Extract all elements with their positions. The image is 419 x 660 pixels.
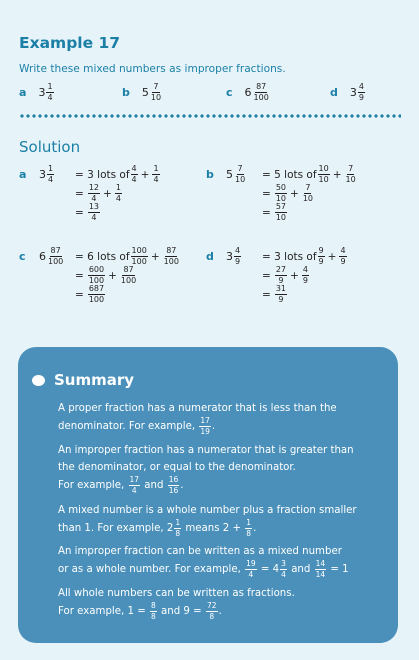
denominator: 4 [91,213,97,222]
fraction [302,266,309,285]
fraction [280,560,287,578]
mixed-number [142,83,163,102]
solution-c [19,247,181,304]
solution-heading: Solution [19,138,81,156]
denominator: 10 [275,194,286,203]
denominator: 9 [340,257,346,266]
solution-d [206,247,348,304]
denominator: 9 [358,93,364,102]
fraction [152,165,159,184]
fraction [275,184,287,203]
numerator: 87 [166,246,177,255]
mixed-number [350,83,366,102]
text: or as a whole number. For example, [58,564,241,575]
text-line: An improper fraction has a numerator that is greater than [58,445,354,456]
text: and [144,480,164,491]
text-line [58,602,388,620]
text: = 4 [260,564,280,575]
numerator: 31 [275,284,286,293]
fraction [131,165,138,184]
fraction [199,417,211,435]
mixed-number [39,247,75,266]
fraction [358,83,365,102]
whole-part: 3 [38,86,46,99]
numerator: 687 [88,284,105,293]
fraction [150,602,157,620]
fraction [47,165,54,184]
denominator: 4 [153,175,159,184]
equals: = [75,269,84,282]
whole-part: 5 [226,168,233,181]
fraction [88,266,105,285]
numerator: 1 [246,518,252,527]
text: = 1 [330,564,349,575]
numerator: 87 [256,82,267,91]
denominator: 9 [278,295,284,304]
denominator: 100 [163,257,179,266]
denominator: 9 [318,257,324,266]
numerator: 16 [168,475,179,484]
equals: = [75,206,84,219]
denominator: 10 [150,93,162,102]
solution-label: d [206,250,214,263]
step-text: = 3 lots of [262,250,317,263]
numerator: 4 [340,246,346,255]
numerator: 8 [151,601,156,610]
denominator: 100 [253,93,269,102]
denominator: 100 [120,276,137,285]
solution-step-2 [19,184,161,203]
fraction [275,285,287,304]
mixed-number [226,247,262,266]
question-a [19,83,55,102]
numerator: 1 [115,183,121,192]
numerator: 7 [305,183,311,192]
denominator: 14 [315,569,326,579]
fraction [120,266,137,285]
fraction [206,602,218,620]
denominator: 10 [302,194,313,203]
whole-part: 3 [349,86,357,99]
denominator: 4 [48,175,54,184]
equals: = [262,206,271,219]
numerator: 4 [235,246,241,255]
question-label: d [330,86,338,99]
fraction [131,247,148,266]
text-line [58,560,388,578]
fraction [163,247,180,266]
fraction [174,519,181,537]
fraction [318,165,330,184]
fraction [129,476,141,494]
denominator: 9 [278,276,284,285]
fraction [88,285,105,304]
mixed-number [226,165,262,184]
text: . [218,606,222,617]
solution-step-3 [19,203,161,222]
denominator: 9 [235,257,241,266]
operator: + [150,250,160,263]
text: denominator. For example, [58,421,196,432]
summary-title: Summary [54,371,135,389]
text-line [58,417,388,435]
denominator: 4 [131,485,137,495]
whole-part: 6 [244,86,252,99]
question-label: b [122,86,130,99]
numerator: 87 [123,265,134,274]
question-d [330,83,366,102]
operator: + [140,168,150,181]
fraction [88,203,100,222]
numerator: 17 [200,416,210,425]
numerator: 7 [237,164,243,173]
fraction [275,266,287,285]
numerator: 1 [153,164,159,173]
step-text: = 5 lots of [262,168,317,181]
denominator: 8 [246,528,252,538]
numerator: 19 [246,559,256,568]
text: For example, [58,480,125,491]
operator: + [327,250,337,263]
text-line: All whole numbers can be written as fractions. [58,588,295,599]
fraction [345,165,357,184]
fraction [168,476,180,494]
denominator: 8 [175,528,181,538]
text-line: A mixed number is a whole number plus a fraction smaller [58,505,357,516]
equals: = [262,187,271,200]
solution-step-3 [206,203,358,222]
denominator: 4 [91,194,97,203]
denominator: 4 [115,194,121,203]
denominator: 9 [302,276,308,285]
whole-part: 3 [39,168,46,181]
operator: + [103,187,112,200]
denominator: 10 [345,175,356,184]
fraction [245,519,252,537]
solution-step-2 [19,266,181,285]
equals: = [262,269,271,282]
text-line [58,476,388,494]
text-line: An improper fraction can be written as a mixed number [58,546,342,557]
solution-step-1 [206,247,348,266]
solution-step-3 [206,285,348,304]
dotted-divider [19,114,401,118]
text-line: A proper fraction has a numerator that is less than the [58,403,337,414]
numerator: 7 [348,164,354,173]
fraction [302,184,314,203]
numerator: 57 [275,202,286,211]
denominator: 100 [48,257,64,266]
operator: + [108,269,117,282]
step-text: = 3 lots of [75,168,130,181]
equals: = [75,187,84,200]
mixed-number [245,83,271,102]
fraction [150,83,162,102]
denominator: 100 [88,295,105,304]
solution-step-1 [19,247,181,266]
summary-paragraph-whole [58,585,388,620]
question-label: a [19,86,27,99]
text: For example, 1 = [58,606,146,617]
numerator: 13 [88,202,99,211]
text: and 9 = [161,606,202,617]
fraction [47,247,64,266]
denominator: 100 [131,257,147,266]
mixed-number [38,83,54,102]
operator: + [290,187,299,200]
denominator: 4 [281,569,286,579]
whole-part: 5 [141,86,149,99]
numerator: 600 [88,265,105,274]
solution-step-1 [19,165,161,184]
numerator: 9 [318,246,324,255]
numerator: 17 [129,475,140,484]
equals: = [75,288,84,301]
summary-paragraph-proper [58,400,388,435]
question-b [122,83,163,102]
denominator: 100 [88,276,105,285]
whole-part: 3 [226,250,233,263]
denominator: 16 [168,485,179,495]
fraction [234,165,246,184]
solution-step-3 [19,285,181,304]
numerator: 4 [358,82,364,91]
numerator: 72 [206,601,217,610]
operator: + [332,168,342,181]
text: and [291,564,311,575]
summary-bullet-icon [32,375,45,386]
text-line [58,519,388,537]
numerator: 4 [131,164,137,173]
solution-label: b [206,168,214,181]
summary-paragraph-improper [58,442,388,494]
step-text: = 6 lots of [75,250,130,263]
fraction [46,83,53,102]
denominator: 4 [47,93,53,102]
denominator: 19 [200,426,210,436]
denominator: 8 [209,611,215,621]
question-c [226,83,271,102]
text: . [253,523,257,534]
summary-paragraph-convert [58,543,388,578]
fraction [115,184,122,203]
question-label: c [226,86,233,99]
numerator: 1 [48,164,54,173]
fraction [88,184,100,203]
solution-step-2 [206,184,358,203]
equals: = [262,288,271,301]
fraction [234,247,241,266]
mixed-number [39,165,75,184]
solution-step-1 [206,165,358,184]
numerator: 27 [275,265,286,274]
solution-step-2 [206,266,348,285]
numerator: 14 [315,559,326,568]
summary-heading [32,371,134,389]
example-title: Example 17 [19,34,121,52]
whole-part: 6 [39,250,46,263]
text: . [211,421,216,432]
solution-label: a [19,168,27,181]
numerator: 7 [153,82,159,91]
example-instruction: Write these mixed numbers as improper fractions. [19,63,286,75]
numerator: 12 [88,183,99,192]
fraction [245,560,257,578]
numerator: 4 [302,265,308,274]
denominator: 8 [151,611,156,621]
numerator: 1 [175,518,181,527]
fraction [275,203,287,222]
denominator: 4 [248,569,254,579]
solution-label: c [19,250,26,263]
fraction [253,83,270,102]
solution-a [19,165,161,222]
text: means 2 + [185,523,242,534]
text: than 1. For example, 2 [58,523,174,534]
numerator: 1 [47,82,53,91]
fraction [339,247,346,266]
denominator: 10 [235,175,246,184]
numerator: 50 [275,183,286,192]
summary-paragraph-mixed [58,502,388,537]
fraction [315,560,327,578]
fraction [318,247,325,266]
denominator: 10 [318,175,329,184]
denominator: 10 [275,213,286,222]
numerator: 87 [50,246,61,255]
denominator: 4 [131,175,137,184]
text: . [180,480,184,491]
numerator: 10 [318,164,329,173]
text-line: the denominator, or equal to the denominator. [58,462,296,473]
operator: + [290,269,299,282]
numerator: 3 [281,559,286,568]
solution-b [206,165,358,222]
numerator: 100 [131,246,147,255]
